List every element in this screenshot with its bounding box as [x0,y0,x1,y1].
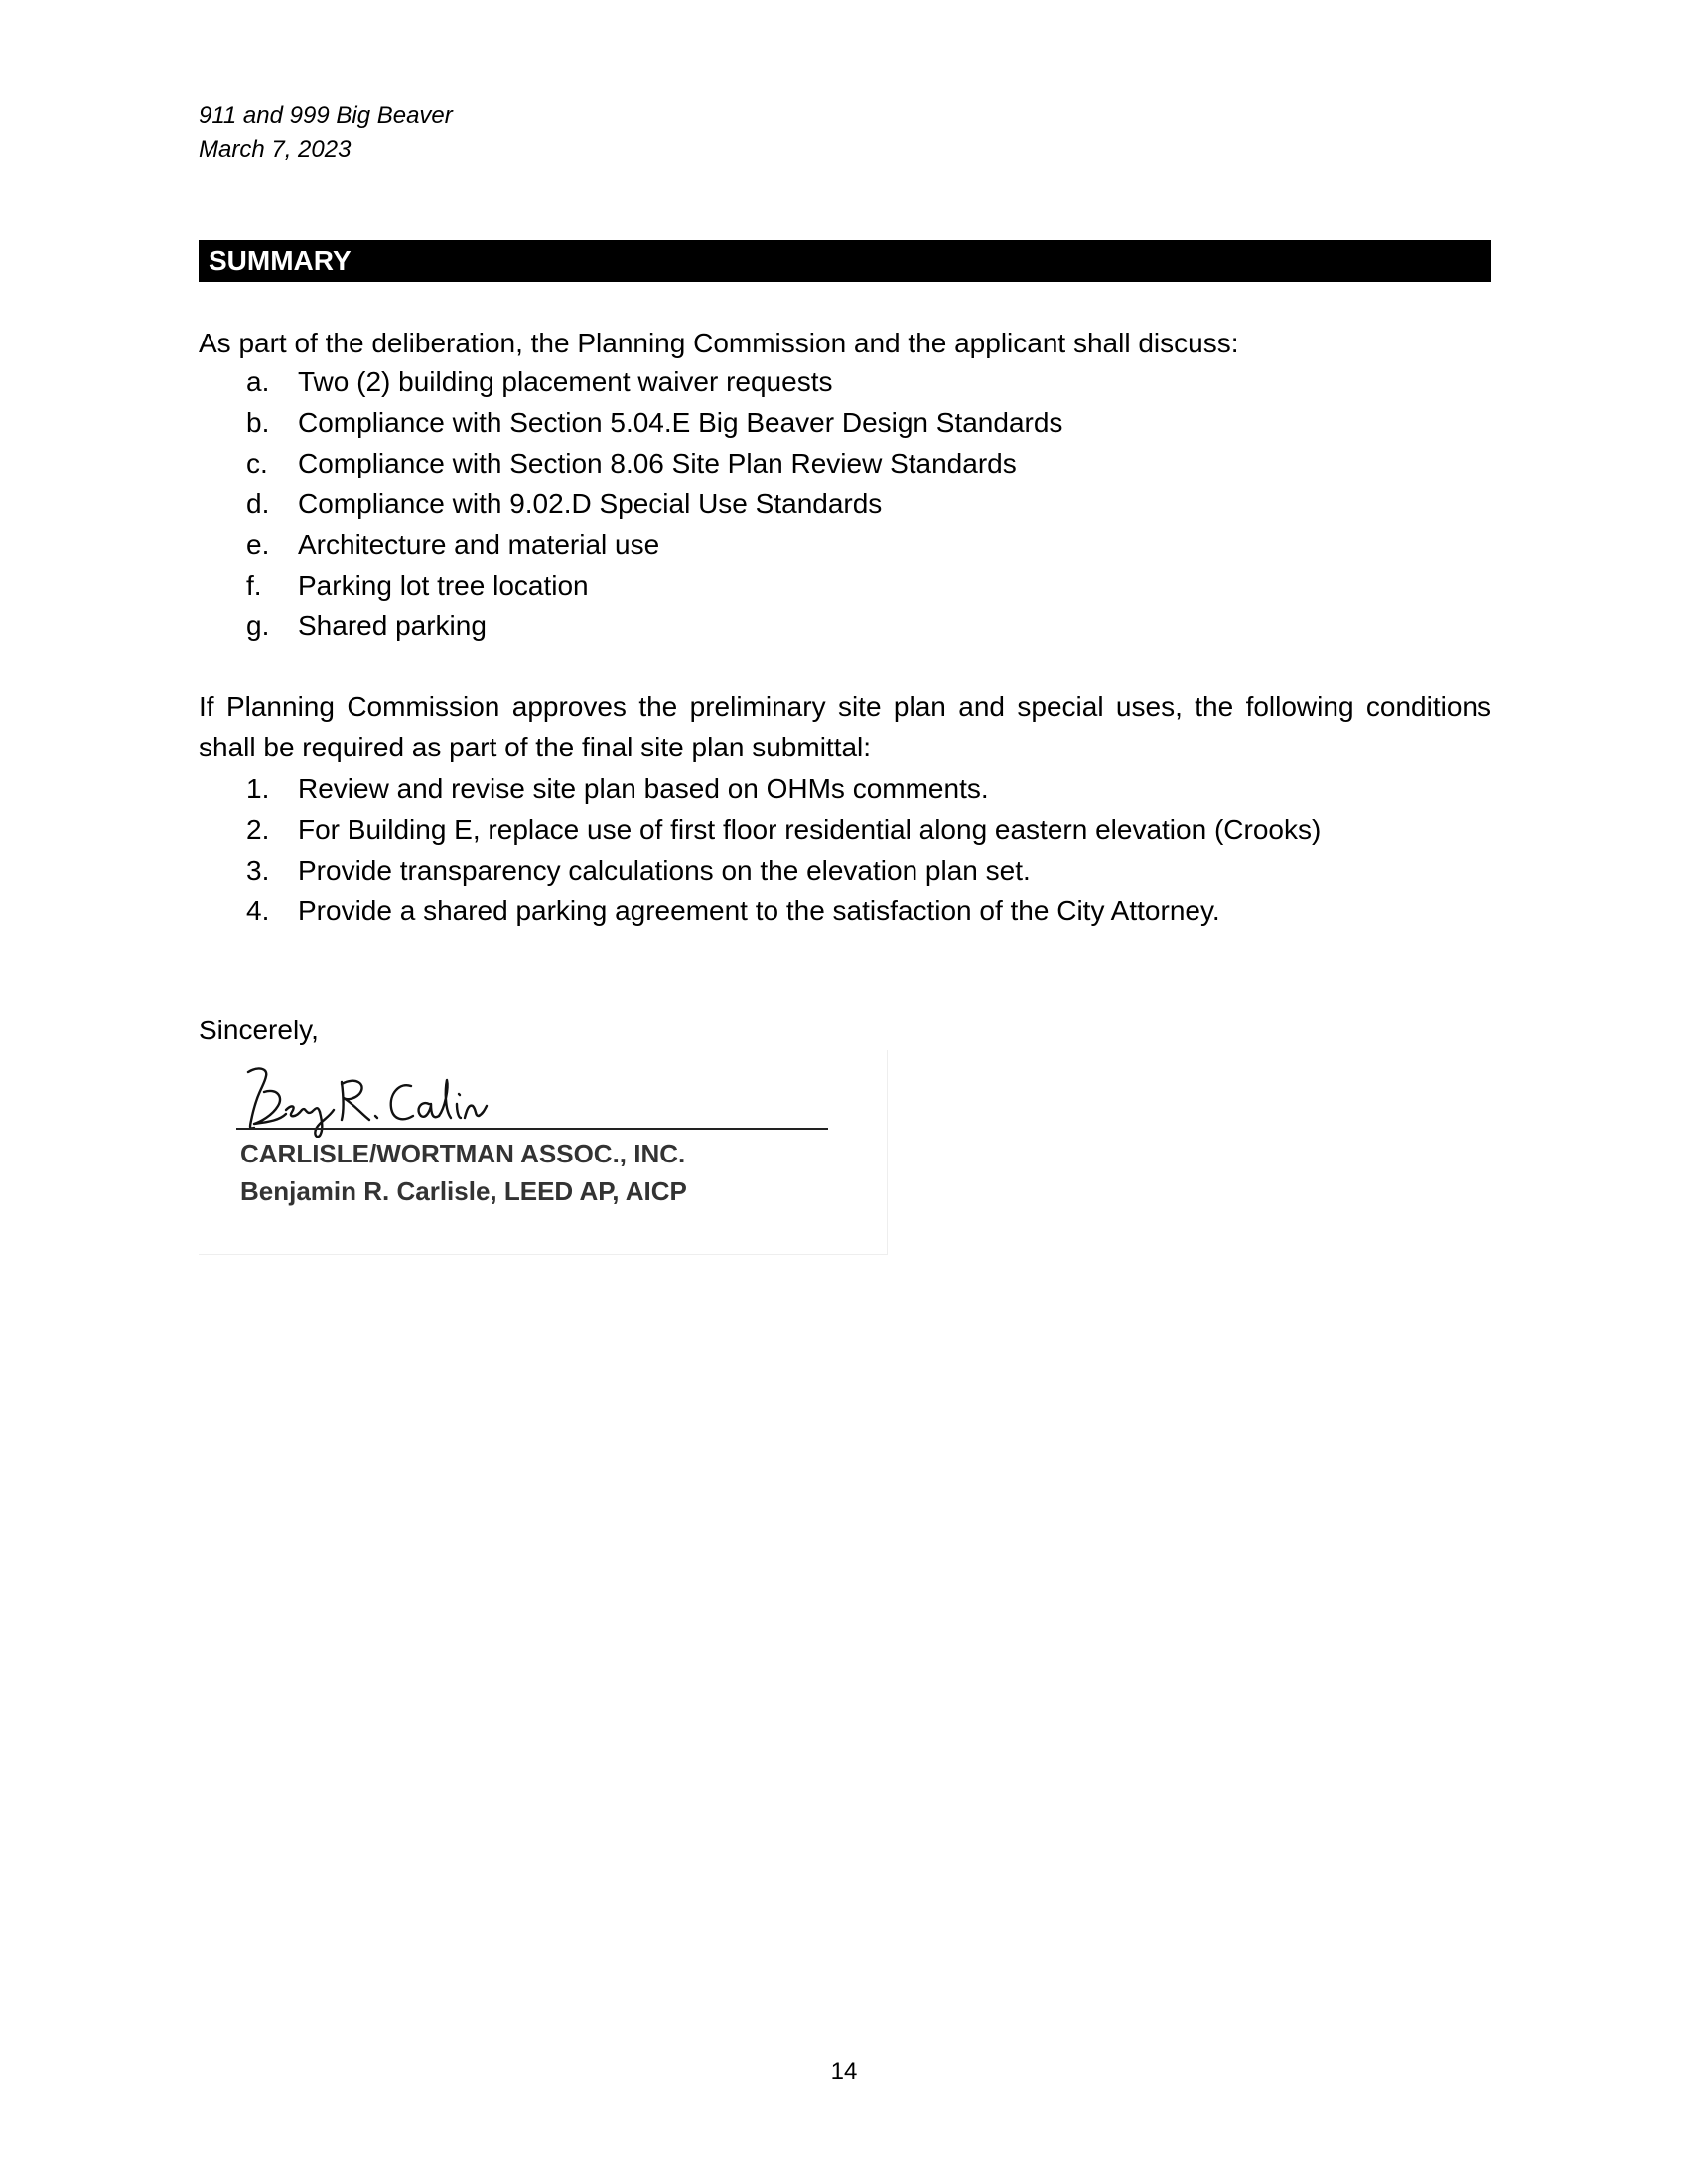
list-marker: e. [246,529,270,560]
list-marker: g. [246,611,270,641]
list-item [199,890,1321,931]
list-marker: 4. [246,895,270,926]
list-item-text: For Building E, replace use of first floor residential along eastern elevation (Crooks) [298,814,1322,845]
list-item-text: Two (2) building placement waiver requests [298,366,833,397]
list-marker: c. [246,448,268,478]
header-date: March 7, 2023 [199,136,352,163]
list-item [199,850,1321,890]
page-number: 14 [830,2058,858,2085]
header-project: 911 and 999 Big Beaver [199,102,453,129]
list-item-text: Compliance with 9.02.D Special Use Standards [298,488,883,519]
list-item-text: Compliance with Section 5.04.E Big Beaver Design Standards [298,407,1063,438]
signature-block [199,1050,888,1255]
signature-line [236,1128,828,1130]
list-item-text: Shared parking [298,611,487,641]
list-item [199,402,1062,443]
list-item-text: Parking lot tree location [298,570,589,601]
list-marker: 2. [246,814,270,845]
list-marker: d. [246,488,270,519]
list-item-text: Compliance with Section 8.06 Site Plan Review Standards [298,448,1017,478]
list-item-text: Architecture and material use [298,529,660,560]
list-marker: 3. [246,855,270,886]
summary-intro: As part of the deliberation, the Planning Commission and the applicant shall discuss: [199,328,1239,358]
list-item-text: Review and revise site plan based on OHMs comments. [298,773,989,804]
list-item [199,483,1062,524]
conditions-list [199,768,1321,931]
signature-company: CARLISLE/WORTMAN ASSOC., INC. [240,1139,686,1168]
list-item [199,361,1062,402]
closing-salutation: Sincerely, [199,1015,319,1045]
conditions-intro: If Planning Commission approves the preliminary site plan and special uses, the following conditions shall be required as part of the final site plan submittal: [199,691,1491,762]
list-item [199,606,1062,646]
list-item [199,565,1062,606]
list-item [199,524,1062,565]
list-item-text: Provide a shared parking agreement to the satisfaction of the City Attorney. [298,895,1220,926]
list-item [199,768,1321,809]
handwritten-signature [234,1058,532,1138]
discussion-list [199,361,1062,646]
signature-name: Benjamin R. Carlisle, LEED AP, AICP [240,1176,687,1206]
list-marker: f. [246,570,262,601]
document-header [199,99,453,167]
section-heading-summary: SUMMARY [199,240,1491,282]
list-marker: a. [246,366,270,397]
list-marker: b. [246,407,270,438]
list-item [199,443,1062,483]
list-item-text: Provide transparency calculations on the elevation plan set. [298,855,1031,886]
list-marker: 1. [246,773,270,804]
list-item [199,809,1321,850]
